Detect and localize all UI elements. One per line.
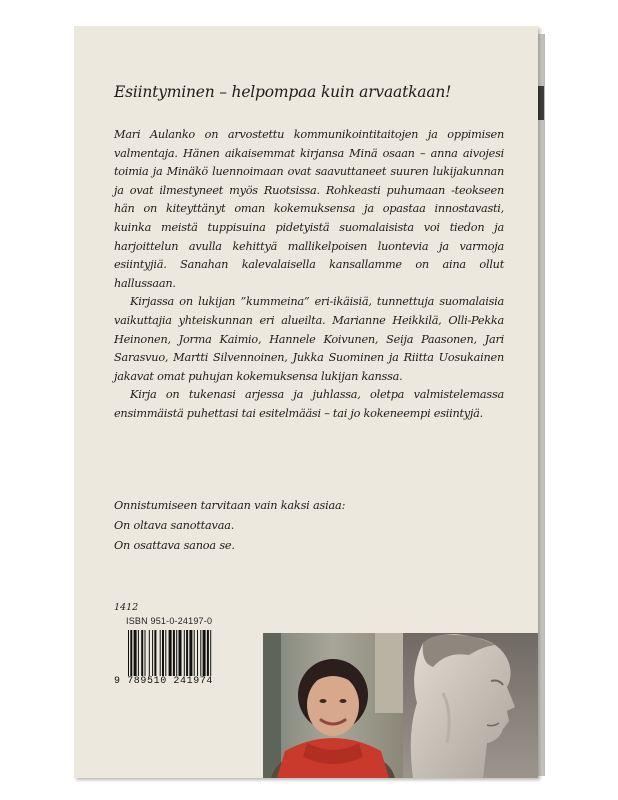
closing-line-2: On oltava sanottavaa. [114,519,235,532]
blurb-text [114,126,504,424]
book-back-cover [74,26,538,778]
barcode [126,630,246,676]
cover-heading: Esiintyminen – helpompaa kuin arvaatkaan! [114,83,452,101]
blurb-paragraph-2: Kirjassa on lukijan ”kummeina” eri-ikäisiä, tunnettuja suomalaisia vaikuttajia yhteiskunnan eri alueilta. Marianne Heikkilä, Olli-Pekka Heinonen, Jorma Kaimio, Hannele Koivunen, Seija Paasonen, Jari Sarasvuo, Martti Silvennoinen, Jukka Suominen ja Riitta Uosukainen jakavat omat puhujan kokemuksensa lukijan kanssa. [114,295,504,383]
author-portrait-photo [263,633,403,778]
spine-label-strip [537,86,544,120]
closing-line-3: On osattava sanoa se. [114,539,235,552]
isbn-label: ISBN 951-0-24197-0 [126,616,213,626]
product-code: 1412 [114,602,139,613]
barcode-digits: 9 789510 241974 [114,676,214,687]
closing-lines [114,496,504,556]
closing-line-1: Onnistumiseen tarvitaan vain kaksi asiaa: [114,499,346,512]
statue-head-photo [403,633,538,778]
blurb-paragraph-3: Kirja on tukenasi arjessa ja juhlassa, oletpa valmistelemassa ensimmäistä puhettasi tai esitelmääsi – tai jo kokeneempi esiintyjä. [114,388,504,420]
blurb-paragraph-1: Mari Aulanko on arvostettu kommunikointitaitojen ja oppimisen valmentaja. Hänen aikaisemmat kirjansa Minä osaan – anna aivojesi toimia ja Minäkö luennoimaan ovat saavuttaneet suuren lukijakunnan ja ovat ilmestyneet myös Ruotsissa. Rohkeasti puhumaan -teokseen hän on kiteyttänyt oman kokemuksensa ja opastaa innostavasti, kuinka meistä tuppisuina pidetyistä suomalaisista voi tiedon ja harjoittelun avulla kehittyä mallikelpoisen luontevia ja varmoja esiintyjiä. Sanahan kalevalaisella kansallamme on aina ollut hallussaan. [114,128,504,290]
